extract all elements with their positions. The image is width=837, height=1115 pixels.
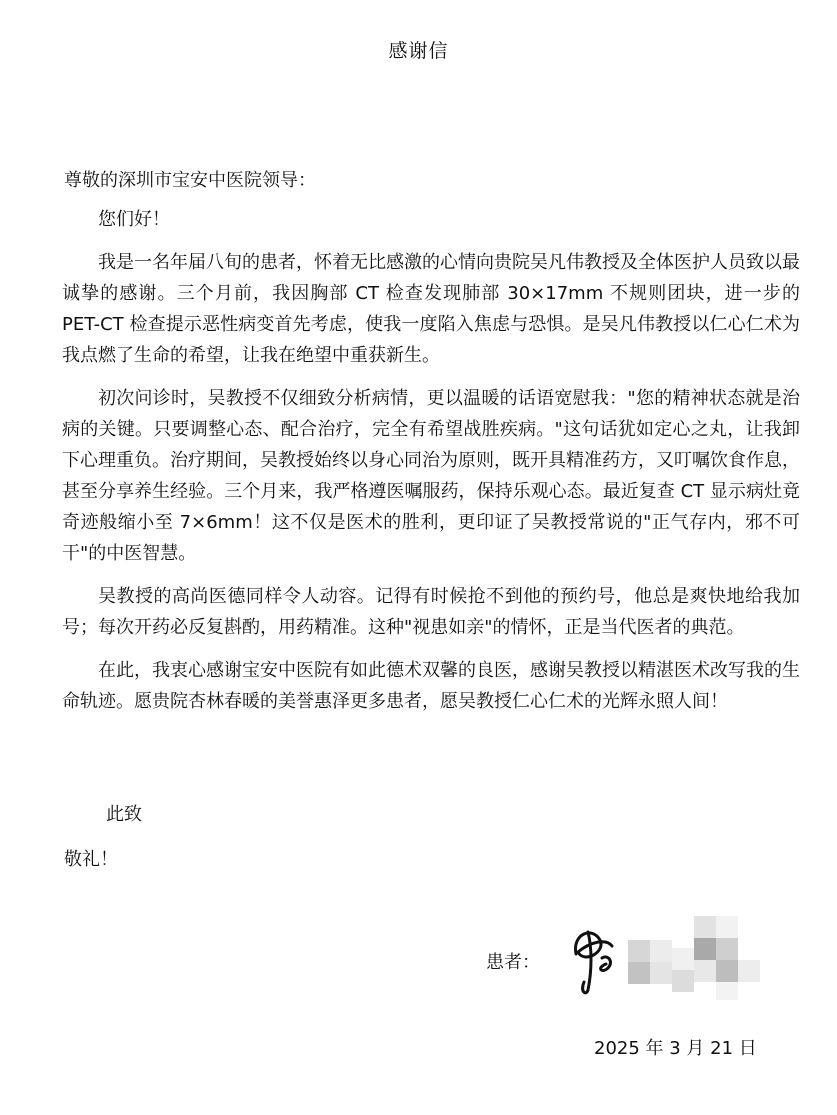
signature-stroke bbox=[575, 932, 612, 993]
patient-label: 患者： bbox=[486, 952, 540, 973]
closing: 此致 bbox=[106, 804, 142, 825]
salutation: 尊敬的深圳市宝安中医院领导： bbox=[64, 170, 316, 191]
regards: 敬礼！ bbox=[64, 849, 118, 870]
letter-date: 2025 年 3 月 21 日 bbox=[594, 1038, 757, 1059]
letter-body bbox=[62, 204, 800, 729]
greeting-paragraph: 您们好！ bbox=[98, 209, 170, 230]
body-paragraph: 初次问诊时，吴教授不仅细致分析病情，更以温暖的话语宽慰我："您的精神状态就是治病的关键。只要调整心态、配合治疗，完全有希望战胜疾病。"这句话犹如定心之丸，让我卸下心理重负。治疗期间，吴教授始终以身心同治为原则，既开具精准药方，又叮嘱饮食作息，甚至分享养生经验。三个月来，我严格遵医嘱服药，保持乐观心态。最近复查 CT 显示病灶竟奇迹般缩小至 7×6mm！这不仅是医术的胜利，更印证了吴教授常说的"正气存内，邪不可干"的中医智慧。 bbox=[62, 388, 800, 564]
body-paragraph: 我是一名年届八旬的患者，怀着无比感激的心情向贵院吴凡伟教授及全体医护人员致以最诚挚的感谢。三个月前，我因胸部 CT 检查发现肺部 30×17mm 不规则团块，进一步的 PET-CT 检查提示恶性病变首先考虑，使我一度陷入焦虑与恐惧。是吴凡伟教授以仁心仁术为我点燃了生命的希望，让我在绝望中重获新生。 bbox=[62, 252, 800, 366]
letter-title: 感谢信 bbox=[388, 40, 449, 62]
signature-image bbox=[562, 912, 762, 1002]
body-paragraph: 在此，我衷心感谢宝安中医院有如此德术双馨的良医，感谢吴教授以精湛医术改写我的生命轨迹。愿贵院杏林春暖的美誉惠泽更多患者，愿吴教授仁心仁术的光辉永照人间！ bbox=[62, 660, 800, 712]
body-paragraph: 吴教授的高尚医德同样令人动容。记得有时候抢不到他的预约号，他总是爽快地给我加号；每次开药必反复斟酌，用药精准。这种"视患如亲"的情怀，正是当代医者的典范。 bbox=[62, 586, 800, 638]
